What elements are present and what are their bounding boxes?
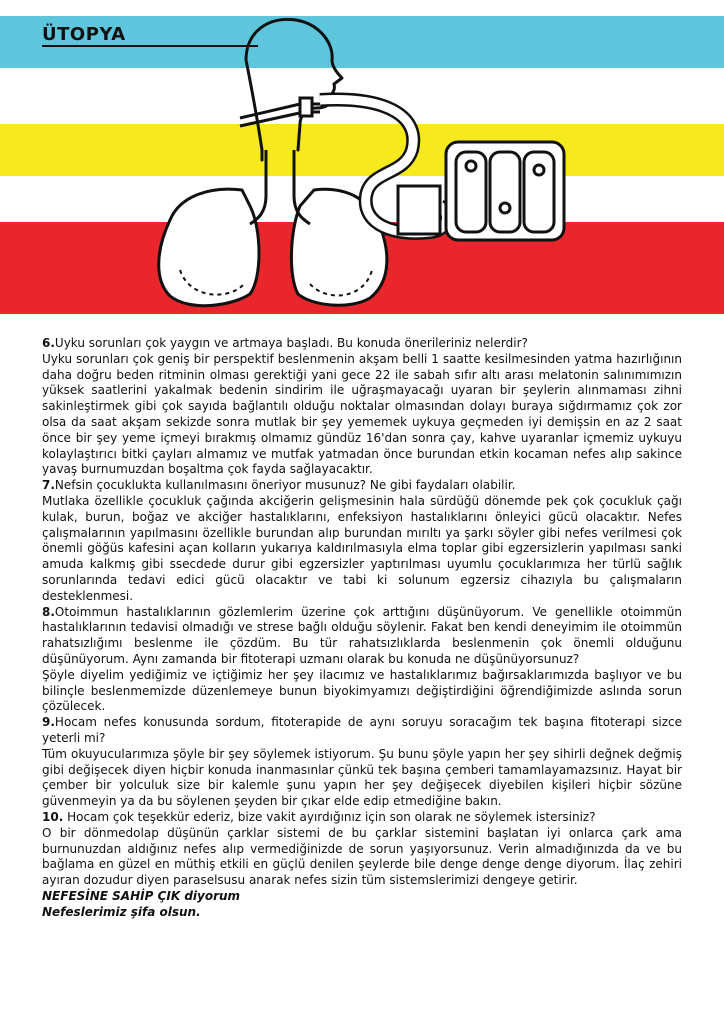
question-10: 10. Hocam çok teşekkür ederiz, bize vakit ayırdığınız için son olarak ne söylemek istersiniz? [42, 809, 596, 824]
answer-9: Tüm okuyucularımıza şöyle bir şey söylemek istiyorum. Şu bunu şöyle yapın her şey sihirli değnek değmiş gibi değişecek diyen hiçbir konuda inanmasınlar çünkü tek başına çemberi tamamlayamazsınız. Hayat bir çember bir yolculuk size bir kalemle şunu yapın her şey değişecek diyebilen kişileri hiçbir sözüne güvenmeyin ya da bu söylenen şeyden bir çıkar elde edip etmediğine bakın. [42, 746, 682, 809]
question-9: 9.Hocam nefes konusunda sordum, fitoterapide de aynı soruyu soracağım tek başına fitoterapi sizce yeterli mi? [42, 715, 682, 745]
answer-10: O bir dönmedolap düşünün çarklar sistemi de bu çarklar sistemini başlatan iyi onlarca çark ama burnunuzdan aldığınız nefes alıp vermediğinizde de sorun yaşıyorsunuz. Verin almadığınızda da ve bu bağlama en güzel en müthiş etkili en güçlü denilen şeylerde bile denge denge denge diyorum. İlaç zehiri ayıran dozudur diyen paraselsusu anarak nefes sizin tüm sistemslerimizi dengeye getirir. [42, 825, 682, 888]
interview-text [42, 336, 682, 920]
question-8: 8.Otoimmun hastalıklarının gözlemlerim üzerine çok arttığını düşünüyorum. Ve genellikle otoimmün hastalıklarının tedavisi olmadığı ve strese bağlı olduğu söylenir. Fakat ben kendi deneyimim ile otoimmün rahatsızlığımı beslenme ile çözdüm. Bu tür rahatsızlıklarda beslenmenin çok önemli olduğunu düşünüyorum. Aynı zamanda bir fitoterapi uzmanı olarak bu konuda ne düşünüyorsunuz? [42, 604, 682, 666]
answer-6: Uyku sorunları çok geniş bir perspektif beslenmenin akşam belli 1 saatte kesilmesinden yatma hazırlığının daha doğru beden ritminin olması gerektiği yani gece 22 ile sabah sıfır altı arası melatonin salınımımızın yüksek saatlerini yakalmak bedenin sindirim ile uğraşmayacağı uyaran bir şeylerin alınmaması zihni sakinleştirmek gibi çok sayıda bağlantılı olduğu noktalar olmasından dolayı buraya sığdırmamız çok zor olsa da saat akşam sekizde sonra mutlak bir şey yememek uykuya geçmeden iyi demişsin en az 2 saat önce bir şey yeme içmeyi bırakmış olmamız gündüz 16'dan sonra çay, kahve uyaranlar içmemiz uykuyu kolaylaştırıcı bitki çayları almamız ve mutfak yatmadan önce burundan etkin kocaman nefes alıp sakince yavaş burnumuzdan boşaltma çok fayda sağlayacaktır. [42, 351, 682, 477]
question-7: 7.Nefsin çocuklukta kullanılmasını öneriyor musunuz? Ne gibi faydaları olabilir. [42, 478, 516, 493]
answer-8: Şöyle diyelim yediğimiz ve içtiğimiz her şey ilacımız ve hastalıklarımız bağırsaklarımızda başlıyor ve bu bilinçle beslenmemizde düzenlemeye bunun biyokimyamızı değiştirdiğini öğrendiğimizde aslında sorun çözülecek. [42, 667, 682, 714]
question-6: 6.Uyku sorunları çok yaygın ve artmaya başladı. Bu konuda önerileriniz nelerdir? [42, 336, 528, 350]
closing-line-1: NEFESİNE SAHİP ÇIK diyorum [42, 888, 241, 903]
page-title: ÜTOPYA [42, 24, 126, 45]
breathing-apparatus-illustration [0, 0, 724, 330]
answer-7: Mutlaka özellikle çocukluk çağında akciğerin gelişmesinin hala sürdüğü dönemde pek çok çocukluk çağı kulak, burun, boğaz ve akciğer hastalıklarını, enfeksiyon hastalıklarını önleyici gücü olacaktır. Nefes çalışmalarının yapılmasını özellikle burundan alıp burundan mırıltı ya şarkı söyler gibi nefes verilmesi çok önemli göğüs kafesini açan kolların yukarıya kaldırılmasıyla elma toplar gibi egzersizlerin yapılması sanki amuda kalkmış gibi ssecdede durur gibi egzersizler yaptırılması uyumlu çocuklarımıza her türlü sağlık sorunlarında tedavi edici gücü olacaktır ve tabi ki solunum egzersiz cihazıyla bu çalışmaların desteklenmesi. [42, 493, 682, 603]
closing-line-2: Nefeslerimiz şifa olsun. [42, 904, 201, 919]
